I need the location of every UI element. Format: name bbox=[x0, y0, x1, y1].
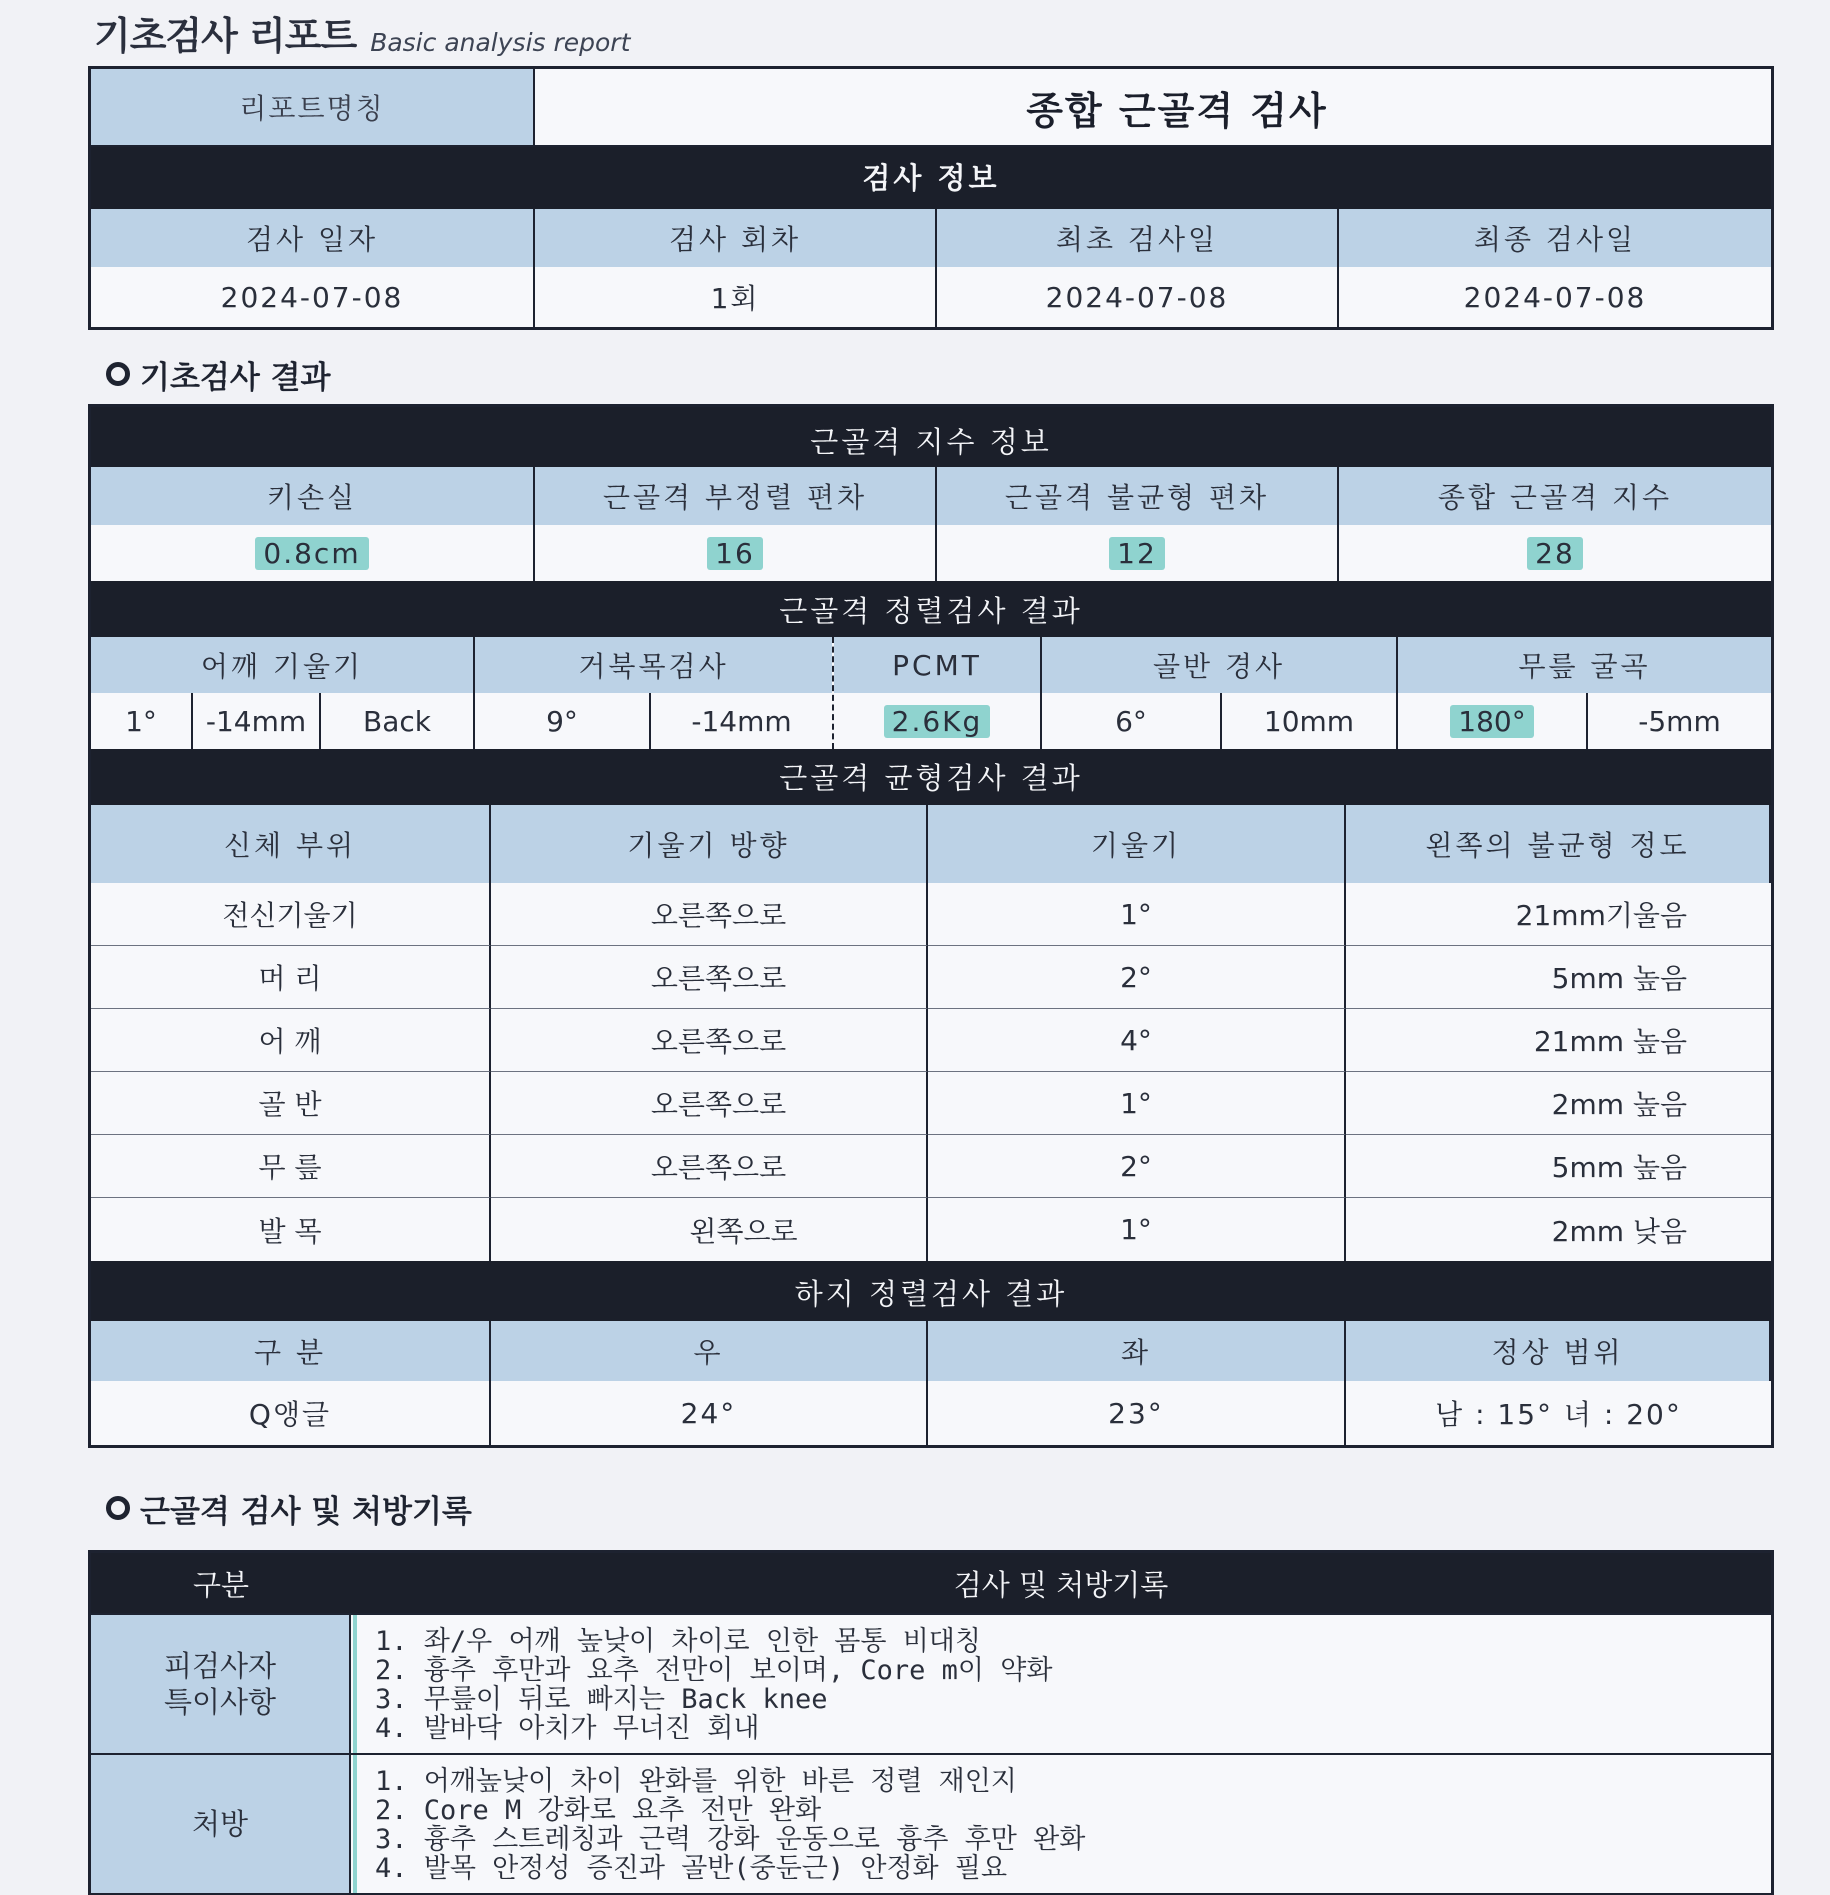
exam-info-grid bbox=[91, 209, 1771, 327]
lower-limb-title: 하지 정렬검사 결과 bbox=[91, 1261, 1771, 1321]
misalignment-value: 16 bbox=[707, 537, 763, 570]
alignment-grid bbox=[91, 637, 1771, 749]
subject-notes-row bbox=[91, 1613, 1771, 1753]
table-row: 오른쪽으로 bbox=[491, 1135, 928, 1198]
last-exam-cell bbox=[1339, 209, 1771, 327]
neck-test-angle: 9° bbox=[475, 693, 651, 749]
lower-header-right: 우 bbox=[491, 1321, 928, 1381]
pcmt-label: PCMT bbox=[834, 637, 1040, 693]
table-row: 무 릎 bbox=[91, 1135, 491, 1198]
imbalance-cell bbox=[937, 467, 1339, 581]
list-item: 2. 흉추 후만과 요추 전만이 보이며, Core m이 약화 bbox=[375, 1655, 1053, 1686]
pcmt-value: 2.6Kg bbox=[884, 705, 991, 738]
table-row: 골 반 bbox=[91, 1072, 491, 1135]
records-table bbox=[88, 1550, 1774, 1895]
table-row: 오른쪽으로 bbox=[491, 1009, 928, 1072]
exam-date-label: 검사 일자 bbox=[91, 209, 533, 267]
balance-table bbox=[91, 805, 1771, 1261]
records-header bbox=[91, 1553, 1771, 1613]
first-exam-label: 최초 검사일 bbox=[937, 209, 1337, 267]
lower-header-category: 구 분 bbox=[91, 1321, 491, 1381]
total-index-cell bbox=[1339, 467, 1771, 581]
basic-results-title: 기초검사 결과 bbox=[140, 359, 331, 396]
subject-notes-list bbox=[353, 1615, 1771, 1753]
prescription-list bbox=[353, 1755, 1771, 1893]
exam-info-title: 검사 정보 bbox=[91, 147, 1771, 209]
circle-bullet-icon bbox=[106, 362, 130, 386]
table-row: 오른쪽으로 bbox=[491, 946, 928, 1009]
records-header-category: 구분 bbox=[192, 1567, 250, 1602]
report-name-value: 종합 근골격 검사 bbox=[535, 69, 1771, 145]
report-name-row bbox=[91, 69, 1771, 147]
index-info-title: 근골격 지수 정보 bbox=[91, 407, 1771, 467]
imbalance-value: 12 bbox=[1109, 537, 1165, 570]
table-row: 왼쪽으로 bbox=[491, 1198, 928, 1261]
table-row: 2° bbox=[928, 946, 1346, 1009]
exam-date-value: 2024-07-08 bbox=[91, 267, 533, 327]
q-angle-right: 24° bbox=[491, 1381, 928, 1445]
table-row: 2mm 높음 bbox=[1346, 1072, 1771, 1135]
table-row: 2° bbox=[928, 1135, 1346, 1198]
exam-round-cell bbox=[535, 209, 937, 327]
neck-test-label: 거북목검사 bbox=[475, 637, 832, 693]
last-exam-value: 2024-07-08 bbox=[1339, 267, 1771, 327]
prescription-label: 처방 bbox=[91, 1755, 351, 1893]
list-item: 4. 발바닥 아치가 무너진 회내 bbox=[375, 1713, 760, 1744]
lower-header-normal: 정상 범위 bbox=[1346, 1321, 1771, 1381]
total-index-label: 종합 근골격 지수 bbox=[1339, 467, 1771, 525]
balance-header-direction: 기울기 방향 bbox=[491, 805, 928, 883]
knee-flexion-group bbox=[1398, 637, 1771, 749]
subject-notes-label bbox=[91, 1615, 351, 1753]
last-exam-label: 최종 검사일 bbox=[1339, 209, 1771, 267]
balance-header-tilt: 기울기 bbox=[928, 805, 1346, 883]
shoulder-tilt-mm: -14mm bbox=[193, 693, 321, 749]
basic-results-table bbox=[88, 404, 1774, 1448]
prescription-row bbox=[91, 1753, 1771, 1893]
document-title bbox=[94, 14, 1830, 60]
exam-round-value: 1회 bbox=[535, 267, 935, 327]
neck-test-group bbox=[475, 637, 834, 749]
first-exam-cell bbox=[937, 209, 1339, 327]
table-row: 2mm 낮음 bbox=[1346, 1198, 1771, 1261]
subject-label-line1: 피검사자 bbox=[163, 1649, 277, 1683]
report-name-label: 리포트명칭 bbox=[91, 69, 535, 145]
knee-flexion-angle: 180° bbox=[1450, 705, 1533, 738]
table-row: 어 깨 bbox=[91, 1009, 491, 1072]
table-row: 5mm 높음 bbox=[1346, 946, 1771, 1009]
shoulder-tilt-angle: 1° bbox=[91, 693, 193, 749]
misalignment-label: 근골격 부정렬 편차 bbox=[535, 467, 935, 525]
pcmt-group bbox=[834, 637, 1042, 749]
knee-flexion-label: 무릎 굴곡 bbox=[1398, 637, 1771, 693]
records-title: 근골격 검사 및 처방기록 bbox=[140, 1493, 472, 1530]
height-loss-value: 0.8cm bbox=[255, 537, 368, 570]
table-row: 1° bbox=[928, 1198, 1346, 1261]
height-loss-label: 키손실 bbox=[91, 467, 533, 525]
title-english: Basic analysis report bbox=[370, 28, 631, 57]
table-row: 전신기울기 bbox=[91, 883, 491, 946]
table-row: 21mm기울음 bbox=[1346, 883, 1771, 946]
list-item: 4. 발목 안정성 증진과 골반(중둔근) 안정화 필요 bbox=[375, 1853, 1008, 1884]
neck-test-mm: -14mm bbox=[691, 704, 792, 738]
list-item: 1. 좌/우 어깨 높낮이 차이로 인한 몸통 비대칭 bbox=[375, 1626, 981, 1657]
table-row: 머 리 bbox=[91, 946, 491, 1009]
q-angle-normal-range: 남 : 15° 녀 : 20° bbox=[1346, 1381, 1771, 1445]
table-row: 발 목 bbox=[91, 1198, 491, 1261]
height-loss-cell bbox=[91, 467, 535, 581]
list-item: 2. Core M 강화로 요추 전만 완화 bbox=[375, 1795, 822, 1826]
subject-label-line2: 특이사항 bbox=[163, 1685, 277, 1719]
table-row: 1° bbox=[928, 1072, 1346, 1135]
pelvis-tilt-label: 골반 경사 bbox=[1042, 637, 1396, 693]
pelvis-tilt-angle: 6° bbox=[1042, 693, 1222, 749]
pelvis-tilt-mm: 10mm bbox=[1263, 704, 1355, 738]
table-row: 5mm 높음 bbox=[1346, 1135, 1771, 1198]
exam-date-cell bbox=[91, 209, 535, 327]
table-row: 오른쪽으로 bbox=[491, 883, 928, 946]
records-heading bbox=[106, 1484, 1830, 1532]
list-item: 3. 흉추 스트레칭과 근력 강화 운동으로 흉추 후만 완화 bbox=[375, 1824, 1086, 1855]
table-row: 1° bbox=[928, 883, 1346, 946]
imbalance-label: 근골격 불균형 편차 bbox=[937, 467, 1337, 525]
lower-limb-table bbox=[91, 1321, 1771, 1445]
records-header-records: 검사 및 처방기록 bbox=[953, 1567, 1169, 1602]
table-row: 오른쪽으로 bbox=[491, 1072, 928, 1135]
report-info-table bbox=[88, 66, 1774, 330]
misalignment-cell bbox=[535, 467, 937, 581]
circle-bullet-icon bbox=[106, 1496, 130, 1520]
alignment-title: 근골격 정렬검사 결과 bbox=[91, 581, 1771, 637]
balance-title: 근골격 균형검사 결과 bbox=[91, 749, 1771, 805]
pelvis-tilt-group bbox=[1042, 637, 1398, 749]
shoulder-tilt-group bbox=[91, 637, 475, 749]
q-angle-label: Q앵글 bbox=[91, 1381, 491, 1445]
list-item: 1. 어깨높낮이 차이 완화를 위한 바른 정렬 재인지 bbox=[375, 1766, 1017, 1797]
lower-header-left: 좌 bbox=[928, 1321, 1346, 1381]
basic-results-heading bbox=[106, 350, 1830, 398]
list-item: 3. 무릎이 뒤로 빠지는 Back knee bbox=[375, 1684, 828, 1715]
shoulder-tilt-direction: Back bbox=[363, 704, 431, 738]
table-row: 4° bbox=[928, 1009, 1346, 1072]
table-row: 21mm 높음 bbox=[1346, 1009, 1771, 1072]
exam-round-label: 검사 회차 bbox=[535, 209, 935, 267]
knee-flexion-mm: -5mm bbox=[1638, 704, 1721, 738]
title-korean: 기초검사 리포트 bbox=[94, 14, 357, 58]
shoulder-tilt-label: 어깨 기울기 bbox=[91, 637, 473, 693]
first-exam-value: 2024-07-08 bbox=[937, 267, 1337, 327]
index-info-grid bbox=[91, 467, 1771, 581]
q-angle-left: 23° bbox=[928, 1381, 1346, 1445]
total-index-value: 28 bbox=[1527, 537, 1583, 570]
balance-header-part: 신체 부위 bbox=[91, 805, 491, 883]
balance-header-degree: 왼쪽의 불균형 정도 bbox=[1346, 805, 1771, 883]
